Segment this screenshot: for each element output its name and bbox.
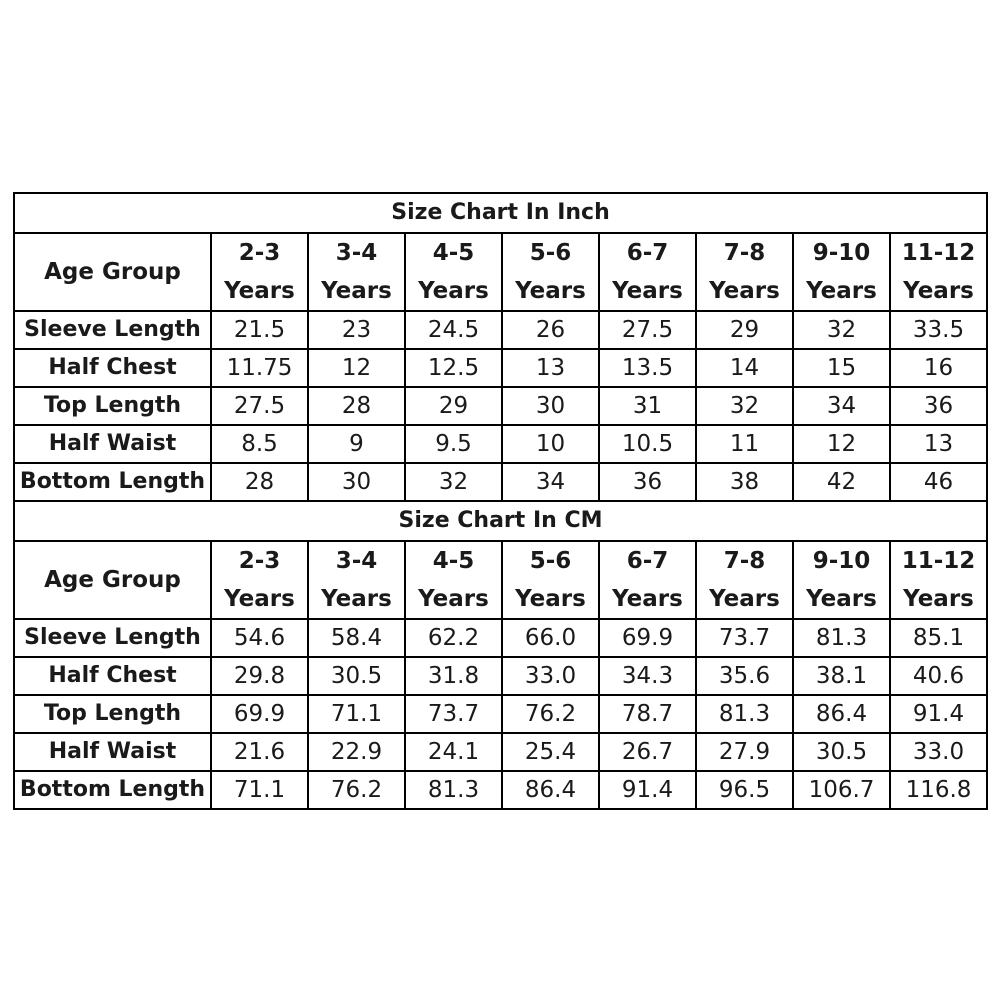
measurement-value: 28 <box>211 463 308 501</box>
table-title-row <box>14 193 987 233</box>
measurement-value: 14 <box>696 349 793 387</box>
measurement-value: 33.0 <box>502 657 599 695</box>
measurement-label: Half Chest <box>14 657 211 695</box>
measurement-value: 34 <box>793 387 890 425</box>
age-group-header <box>211 541 308 619</box>
measurement-value: 29 <box>405 387 502 425</box>
measurement-value: 81.3 <box>793 619 890 657</box>
age-range: 7-8 <box>723 548 766 574</box>
age-group-header <box>890 233 987 311</box>
age-range: 3-4 <box>335 548 378 574</box>
measurement-value: 35.6 <box>696 657 793 695</box>
age-range: 4-5 <box>432 548 475 574</box>
measurement-value: 69.9 <box>211 695 308 733</box>
measurement-value: 81.3 <box>405 771 502 809</box>
measurement-value: 73.7 <box>696 619 793 657</box>
age-unit: Years <box>515 586 586 612</box>
measurement-value: 40.6 <box>890 657 987 695</box>
header-row <box>14 233 987 311</box>
age-group-header <box>696 233 793 311</box>
measurement-value: 73.7 <box>405 695 502 733</box>
measurement-label: Half Waist <box>14 425 211 463</box>
age-group-header <box>502 541 599 619</box>
measurement-value: 76.2 <box>308 771 405 809</box>
measurement-value: 36 <box>890 387 987 425</box>
age-range: 11-12 <box>901 548 976 574</box>
measurement-value: 10.5 <box>599 425 696 463</box>
age-group-header <box>211 233 308 311</box>
age-group-header <box>502 233 599 311</box>
measurement-value: 26.7 <box>599 733 696 771</box>
age-unit: Years <box>903 586 974 612</box>
measurement-value: 9 <box>308 425 405 463</box>
measurement-value: 32 <box>793 311 890 349</box>
measurement-value: 27.5 <box>599 311 696 349</box>
measurement-value: 22.9 <box>308 733 405 771</box>
age-group-header <box>599 541 696 619</box>
measurement-value: 38.1 <box>793 657 890 695</box>
measurement-label: Top Length <box>14 387 211 425</box>
age-unit: Years <box>515 278 586 304</box>
measurement-value: 71.1 <box>308 695 405 733</box>
header-row <box>14 541 987 619</box>
table-row <box>14 387 987 425</box>
measurement-value: 32 <box>696 387 793 425</box>
table-row <box>14 349 987 387</box>
measurement-label: Half Waist <box>14 733 211 771</box>
measurement-value: 96.5 <box>696 771 793 809</box>
measurement-value: 13.5 <box>599 349 696 387</box>
measurement-value: 30.5 <box>793 733 890 771</box>
measurement-value: 81.3 <box>696 695 793 733</box>
measurement-value: 12 <box>308 349 405 387</box>
age-group-header <box>793 233 890 311</box>
table-row <box>14 463 987 501</box>
measurement-value: 27.5 <box>211 387 308 425</box>
section-title: Size Chart In Inch <box>14 193 987 233</box>
measurement-value: 29.8 <box>211 657 308 695</box>
measurement-value: 31 <box>599 387 696 425</box>
measurement-value: 31.8 <box>405 657 502 695</box>
measurement-value: 34.3 <box>599 657 696 695</box>
measurement-value: 71.1 <box>211 771 308 809</box>
age-unit: Years <box>612 586 683 612</box>
age-group-header <box>308 541 405 619</box>
age-range: 9-10 <box>812 548 871 574</box>
measurement-label: Bottom Length <box>14 463 211 501</box>
measurement-value: 12.5 <box>405 349 502 387</box>
age-unit: Years <box>709 586 780 612</box>
measurement-value: 54.6 <box>211 619 308 657</box>
measurement-value: 25.4 <box>502 733 599 771</box>
table-title-row <box>14 501 987 541</box>
age-unit: Years <box>321 586 392 612</box>
measurement-value: 8.5 <box>211 425 308 463</box>
measurement-value: 32 <box>405 463 502 501</box>
age-unit: Years <box>321 278 392 304</box>
measurement-value: 42 <box>793 463 890 501</box>
age-unit: Years <box>806 586 877 612</box>
measurement-value: 24.5 <box>405 311 502 349</box>
measurement-value: 29 <box>696 311 793 349</box>
age-group-header <box>308 233 405 311</box>
measurement-value: 11 <box>696 425 793 463</box>
measurement-value: 78.7 <box>599 695 696 733</box>
measurement-value: 34 <box>502 463 599 501</box>
measurement-value: 36 <box>599 463 696 501</box>
measurement-value: 9.5 <box>405 425 502 463</box>
age-unit: Years <box>224 278 295 304</box>
age-range: 6-7 <box>626 548 669 574</box>
age-group-header <box>890 541 987 619</box>
measurement-label: Half Chest <box>14 349 211 387</box>
age-group-header <box>696 541 793 619</box>
measurement-value: 27.9 <box>696 733 793 771</box>
measurement-value: 91.4 <box>599 771 696 809</box>
age-range: 5-6 <box>529 240 572 266</box>
measurement-label: Top Length <box>14 695 211 733</box>
measurement-value: 38 <box>696 463 793 501</box>
measurement-value: 23 <box>308 311 405 349</box>
measurement-value: 11.75 <box>211 349 308 387</box>
age-group-header <box>405 541 502 619</box>
measurement-value: 66.0 <box>502 619 599 657</box>
measurement-value: 28 <box>308 387 405 425</box>
measurement-value: 13 <box>890 425 987 463</box>
measurement-value: 24.1 <box>405 733 502 771</box>
measurement-value: 30 <box>308 463 405 501</box>
measurement-value: 91.4 <box>890 695 987 733</box>
measurement-value: 58.4 <box>308 619 405 657</box>
age-unit: Years <box>418 586 489 612</box>
age-group-header <box>405 233 502 311</box>
table-row <box>14 771 987 809</box>
age-range: 6-7 <box>626 240 669 266</box>
age-unit: Years <box>224 586 295 612</box>
measurement-value: 86.4 <box>502 771 599 809</box>
age-range: 3-4 <box>335 240 378 266</box>
age-range: 2-3 <box>238 548 281 574</box>
measurement-value: 26 <box>502 311 599 349</box>
measurement-value: 21.6 <box>211 733 308 771</box>
age-group-label: Age Group <box>14 541 211 619</box>
size-chart-table <box>13 192 988 810</box>
age-range: 2-3 <box>238 240 281 266</box>
measurement-label: Sleeve Length <box>14 311 211 349</box>
measurement-value: 33.0 <box>890 733 987 771</box>
measurement-value: 46 <box>890 463 987 501</box>
measurement-value: 106.7 <box>793 771 890 809</box>
age-range: 9-10 <box>812 240 871 266</box>
table-row <box>14 733 987 771</box>
table-row <box>14 619 987 657</box>
measurement-value: 76.2 <box>502 695 599 733</box>
measurement-value: 69.9 <box>599 619 696 657</box>
table-row <box>14 425 987 463</box>
age-unit: Years <box>903 278 974 304</box>
age-range: 7-8 <box>723 240 766 266</box>
measurement-value: 10 <box>502 425 599 463</box>
age-group-label: Age Group <box>14 233 211 311</box>
measurement-value: 30.5 <box>308 657 405 695</box>
age-range: 11-12 <box>901 240 976 266</box>
table-row <box>14 657 987 695</box>
measurement-value: 86.4 <box>793 695 890 733</box>
age-group-header <box>599 233 696 311</box>
measurement-value: 12 <box>793 425 890 463</box>
measurement-value: 16 <box>890 349 987 387</box>
section-title: Size Chart In CM <box>14 501 987 541</box>
table-row <box>14 695 987 733</box>
age-unit: Years <box>806 278 877 304</box>
age-range: 4-5 <box>432 240 475 266</box>
age-unit: Years <box>418 278 489 304</box>
age-unit: Years <box>709 278 780 304</box>
measurement-value: 85.1 <box>890 619 987 657</box>
measurement-value: 21.5 <box>211 311 308 349</box>
age-range: 5-6 <box>529 548 572 574</box>
measurement-value: 13 <box>502 349 599 387</box>
table-row <box>14 311 987 349</box>
measurement-label: Bottom Length <box>14 771 211 809</box>
measurement-value: 116.8 <box>890 771 987 809</box>
measurement-value: 33.5 <box>890 311 987 349</box>
measurement-label: Sleeve Length <box>14 619 211 657</box>
measurement-value: 30 <box>502 387 599 425</box>
age-group-header <box>793 541 890 619</box>
measurement-value: 15 <box>793 349 890 387</box>
age-unit: Years <box>612 278 683 304</box>
measurement-value: 62.2 <box>405 619 502 657</box>
